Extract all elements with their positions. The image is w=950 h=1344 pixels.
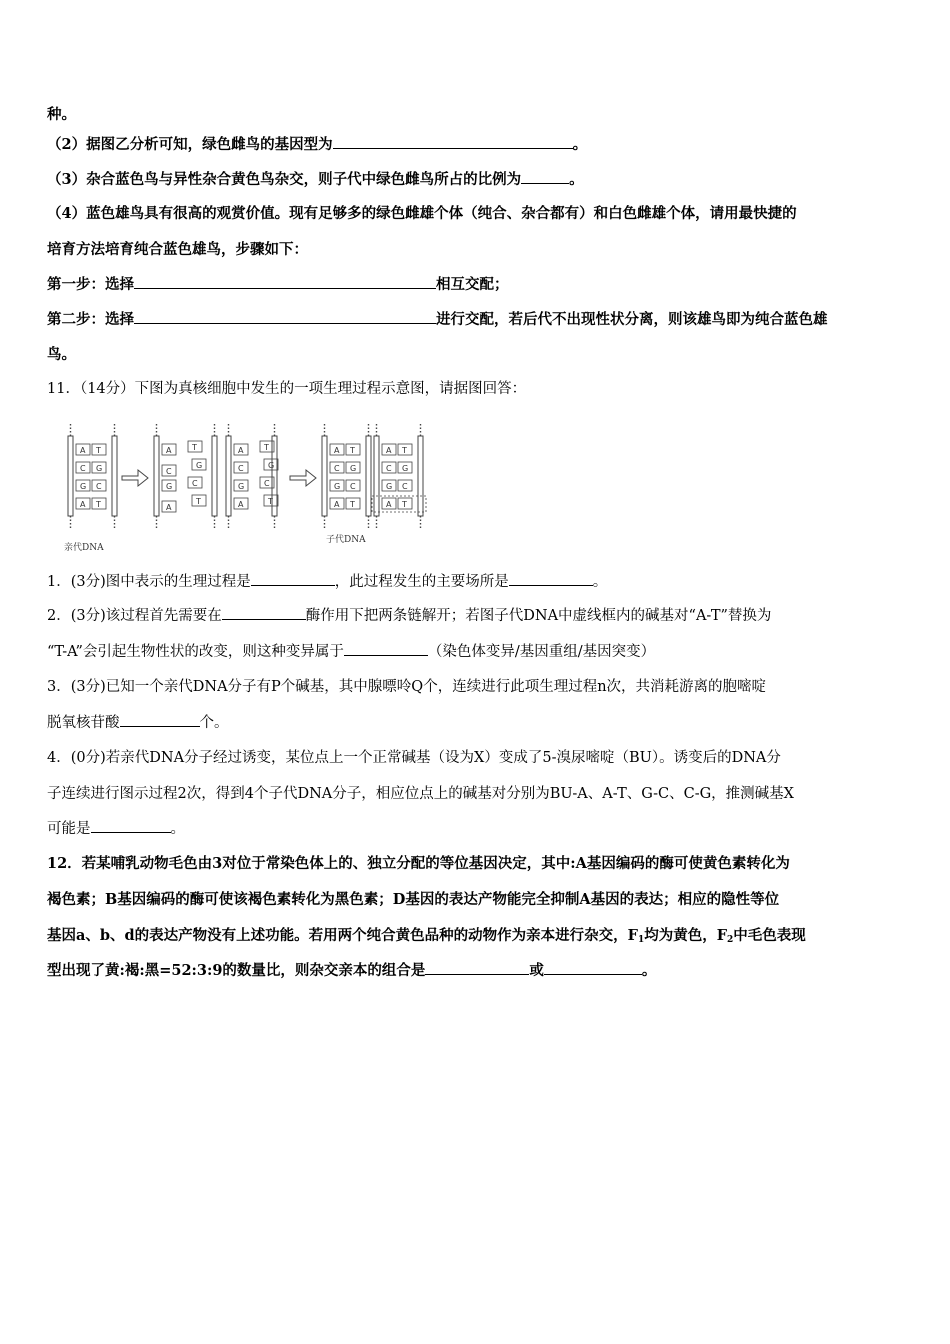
child-duplex-2-base-right-letter: T	[402, 446, 407, 455]
child-duplex-1-base-left-letter: G	[334, 482, 341, 491]
answer-blank[interactable]	[134, 276, 436, 289]
parent-duplex-base-left-letter: A	[80, 446, 86, 455]
q10-continuation: 种。	[47, 106, 76, 123]
q10-part4-line1: （4）蓝色雄鸟具有很高的观赏价值。现有足够多的绿色雌雄个体（纯合、杂合都有）和白色雌雄个体，请用最快捷的	[47, 205, 797, 222]
free-base-left-letter: A	[238, 500, 244, 509]
dna-backbone	[322, 436, 327, 516]
answer-blank[interactable]	[344, 643, 428, 656]
free-base-left-letter: A	[166, 503, 172, 512]
child-dna-label: 子代DNA	[326, 535, 366, 545]
free-base-left-letter: C	[166, 467, 172, 476]
answer-blank[interactable]	[425, 962, 529, 975]
answer-blank[interactable]	[134, 311, 436, 324]
q10-step2: 第二步：选择 进行交配，若后代不出现性状分离，则该雄鸟即为纯合蓝色雄	[47, 311, 828, 328]
child-duplex-2-base-right-letter: G	[402, 464, 409, 473]
parent-duplex-base-right-letter: T	[96, 446, 101, 455]
free-base-left-letter: C	[238, 464, 244, 473]
process-arrow-icon	[122, 470, 148, 486]
parent-duplex-base-right-letter: C	[96, 482, 102, 491]
q11-sub2-line1: 2．(3分)该过程首先需要在 酶作用下把两条链解开；若图子代DNA中虚线框内的碱基对“A-T”替换为	[47, 608, 772, 624]
free-base-right-letter: T	[264, 443, 269, 452]
child-duplex-1-base-right-letter: C	[350, 482, 356, 491]
free-base-right-letter: T	[192, 443, 197, 452]
q10-step1: 第一步：选择 相互交配；	[47, 276, 509, 293]
free-base-left-letter: A	[238, 446, 244, 455]
free-base-right-letter: C	[264, 479, 270, 488]
q11-intro: 11．（14分）下图为真核细胞中发生的一项生理过程示意图，请据图回答：	[47, 381, 527, 397]
answer-blank[interactable]	[544, 962, 642, 975]
dna-backbone	[112, 436, 117, 516]
free-base-right-letter: T	[196, 497, 201, 506]
free-base-left-letter: G	[166, 482, 173, 491]
answer-blank[interactable]	[251, 573, 335, 586]
child-duplex-1-base-left-letter: A	[334, 446, 340, 455]
parent-duplex-base-left-letter: A	[80, 500, 86, 509]
child-duplex-2-base-left-letter: A	[386, 446, 392, 455]
parent-duplex-base-left-letter: C	[80, 464, 86, 473]
free-base-right-letter: T	[268, 497, 273, 506]
child-duplex-2-base-left-letter: C	[386, 464, 392, 473]
answer-blank[interactable]	[509, 573, 593, 586]
dna-backbone	[212, 436, 217, 516]
q11-sub3-line2: 脱氧核苷酸 个。	[47, 715, 229, 731]
parent-dna-label: 亲代DNA	[64, 543, 104, 553]
child-duplex-1-base-right-letter: G	[350, 464, 357, 473]
parent-duplex-base-right-letter: G	[96, 464, 103, 473]
dna-backbone	[68, 436, 73, 516]
child-duplex-1-base-right-letter: T	[350, 446, 355, 455]
answer-blank[interactable]	[521, 171, 569, 184]
child-duplex-2-base-left-letter: A	[386, 500, 392, 509]
dna-backbone	[366, 436, 371, 516]
dna-backbone	[226, 436, 231, 516]
free-base-left-letter: A	[166, 446, 172, 455]
q11-sub4-line2: 子连续进行图示过程2次，得到4个子代DNA分子，相应位点上的碱基对分别为BU-A、A-T、G-C、C-G，推测碱基X	[47, 786, 794, 802]
answer-blank[interactable]	[120, 714, 200, 727]
child-duplex-2-base-right-letter: C	[402, 482, 408, 491]
q12-line3: 基因a、b、d的表达产物没有上述功能。若用两个纯合黄色品种的动物作为亲本进行杂交，$F_1$均为黄色，$F_2$中毛色表现	[47, 927, 806, 945]
free-base-right-letter: G	[268, 461, 275, 470]
dna-replication-figure	[60, 418, 440, 554]
q11-sub4-line3: 可能是 。	[47, 821, 185, 837]
dna-backbone	[418, 436, 423, 516]
q11-sub3-line1: 3．(3分)已知一个亲代DNA分子有P个碱基，其中腺嘌呤Q个，连续进行此项生理过程n次，共消耗游离的胞嘧啶	[47, 679, 767, 695]
child-duplex-1-base-right-letter: T	[350, 500, 355, 509]
dna-backbone	[154, 436, 159, 516]
free-base-right-letter: C	[192, 479, 198, 488]
child-duplex-1-base-left-letter: A	[334, 500, 340, 509]
q10-step2-line2: 鸟。	[47, 346, 76, 363]
q11-sub1: 1．(3分)图中表示的生理过程是 ，此过程发生的主要场所是 。	[47, 574, 608, 590]
q10-part2: （2）据图乙分析可知，绿色雌鸟的基因型为 。	[47, 136, 588, 153]
process-arrow-icon	[290, 470, 316, 486]
dna-backbone	[374, 436, 379, 516]
q10-part4-line2: 培育方法培育纯合蓝色雄鸟，步骤如下：	[47, 241, 308, 258]
child-duplex-1-base-left-letter: C	[334, 464, 340, 473]
q10-part3: （3）杂合蓝色鸟与异性杂合黄色鸟杂交，则子代中绿色雌鸟所占的比例为 。	[47, 171, 584, 188]
q12-line2: 褐色素；B基因编码的酶可使该褐色素转化为黑色素；D基因的表达产物能完全抑制A基因的表达；相应的隐性等位	[47, 891, 780, 908]
answer-blank[interactable]	[333, 136, 573, 149]
q11-sub2-line2: “T-A”会引起生物性状的改变，则这种变异属于 （染色体变异/基因重组/基因突变）	[47, 644, 656, 660]
q12-line4: 型出现了黄:褐:黑=52:3:9的数量比，则杂交亲本的组合是 或 。	[47, 962, 657, 979]
q12-line1: 12．若某哺乳动物毛色由3对位于常染色体上的、独立分配的等位基因决定，其中:A基因编码的酶可使黄色素转化为	[47, 855, 790, 872]
q11-sub4-line1: 4．(0分)若亲代DNA分子经过诱变，某位点上一个正常碱基（设为X）变成了5-溴尿嘧啶（BU）。诱变后的DNA分	[47, 750, 781, 766]
parent-duplex-base-right-letter: T	[96, 500, 101, 509]
free-base-left-letter: G	[238, 482, 245, 491]
child-duplex-2-base-left-letter: G	[386, 482, 393, 491]
answer-blank[interactable]	[91, 820, 171, 833]
parent-duplex-base-left-letter: G	[80, 482, 87, 491]
answer-blank[interactable]	[222, 607, 306, 620]
free-base-right-letter: G	[196, 461, 203, 470]
child-duplex-2-base-right-letter: T	[402, 500, 407, 509]
